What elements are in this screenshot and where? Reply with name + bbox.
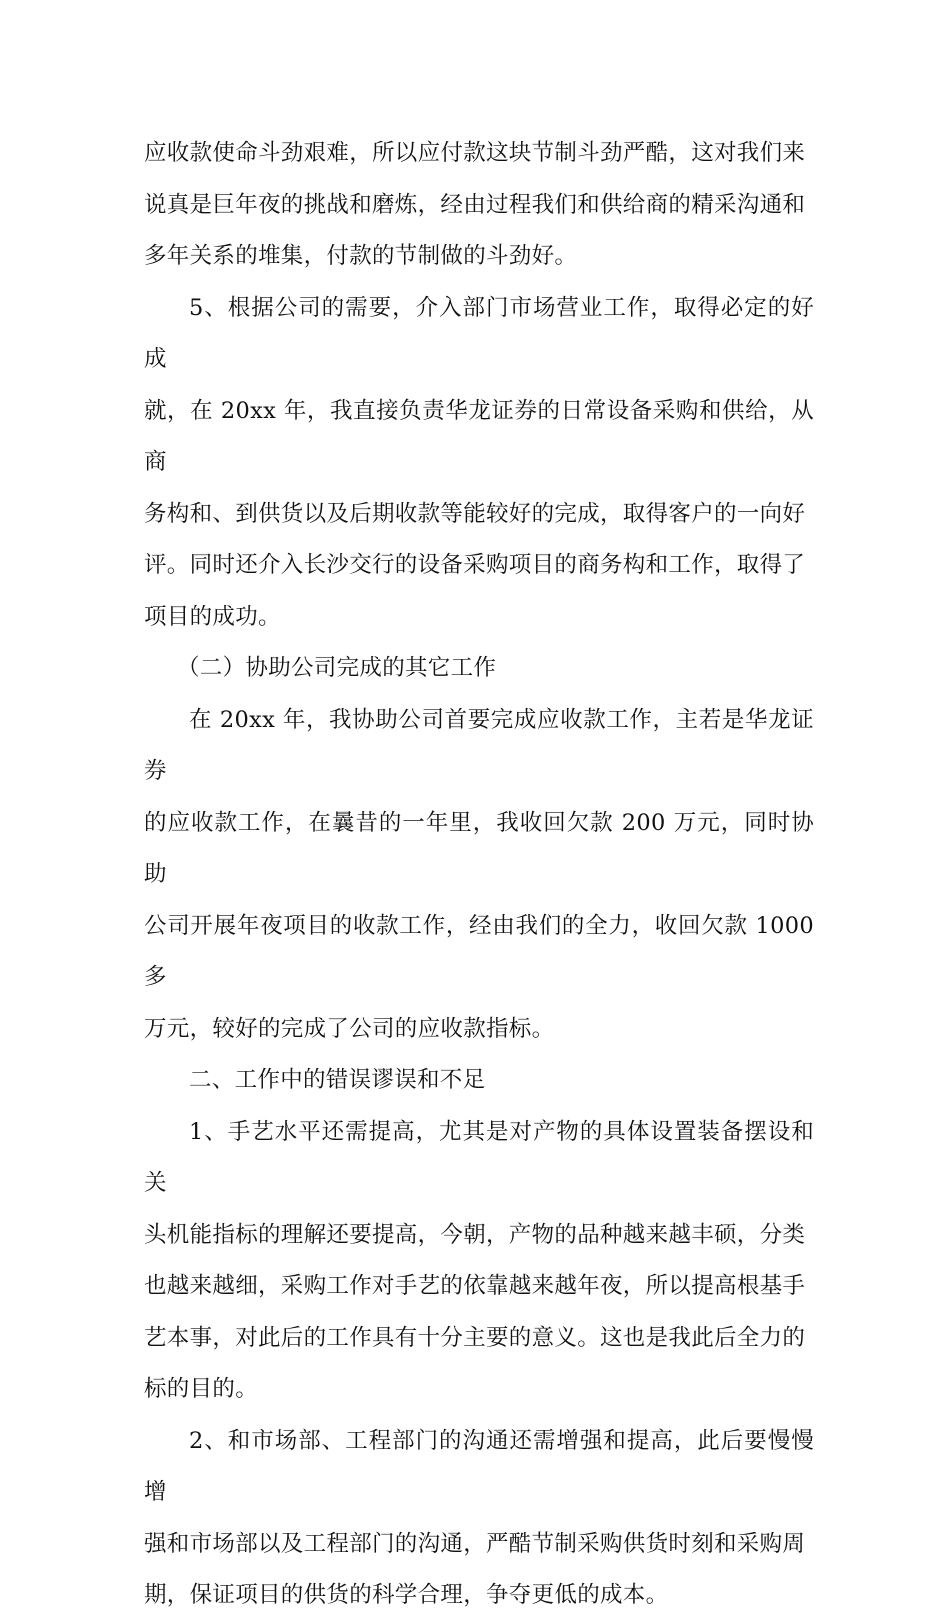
text-line: 也越来越细，采购工作对手艺的依靠越来越年夜，所以提高根基手: [144, 1273, 806, 1299]
text-line: 评。同时还介入长沙交行的设备采购项目的商务构和工作，取得了: [144, 552, 806, 578]
text-line: 头机能指标的理解还要提高，今朝，产物的品种越来越丰硕，分类: [144, 1221, 806, 1248]
text-line: 说真是巨年夜的挑战和磨炼，经由过程我们和供给商的精采沟通和: [144, 191, 806, 218]
text-line: 万元，较好的完成了公司的应收款指标。: [144, 1015, 555, 1042]
text-line: 多年关系的堆集，付款的节制做的斗劲好。: [144, 243, 578, 269]
paragraph-payables-control: [144, 128, 814, 283]
text-line: 期，保证项目的供货的科学合理，争夺更低的成本。: [144, 1582, 669, 1608]
section-heading-shortcomings: [144, 1055, 814, 1107]
text-line: 2、和市场部、工程部门的沟通还需增强和提高，此后要慢慢增: [144, 1427, 814, 1505]
text-line: （二）协助公司完成的其它工作: [177, 655, 497, 681]
paragraph-item-5: [144, 283, 814, 644]
text-line: 应收款使命斗劲艰难，所以应付款这块节制斗劲严酷，这对我们来: [144, 140, 806, 166]
text-line: 公司开展年夜项目的收款工作，经由我们的全力，收回欠款 1000 多: [144, 912, 814, 990]
text-line: 在 20xx 年，我协助公司首要完成应收款工作，主若是华龙证券: [144, 706, 814, 784]
text-line: 艺本事，对此后的工作具有十分主要的意义。这也是我此后全力的: [144, 1324, 806, 1351]
document-body: [144, 128, 814, 1622]
text-line: 1、手艺水平还需提高，尤其是对产物的具体设置装备摆设和关: [144, 1118, 814, 1196]
text-line: 5、根据公司的需要，介入部门市场营业工作，取得必定的好成: [144, 294, 814, 372]
section-heading-other-work: [144, 643, 814, 695]
text-line: 就，在 20xx 年，我直接负责华龙证券的日常设备采购和供给，从商: [144, 397, 814, 475]
text-line: 强和市场部以及工程部门的沟通，严酷节制采购供货时刻和采购周: [144, 1530, 806, 1557]
text-line: 二、工作中的错误谬误和不足: [189, 1067, 486, 1093]
text-line: 标的目的。: [144, 1376, 259, 1402]
text-line: 务构和、到供货以及后期收款等能较好的完成，取得客户的一向好: [144, 500, 806, 527]
paragraph-receivables: [144, 695, 814, 1056]
text-line: 项目的成功。: [144, 603, 281, 630]
paragraph-item-1: [144, 1107, 814, 1416]
paragraph-item-2: [144, 1416, 814, 1622]
text-line: 的应收款工作，在曩昔的一年里，我收回欠款 200 万元，同时协助: [144, 809, 814, 887]
